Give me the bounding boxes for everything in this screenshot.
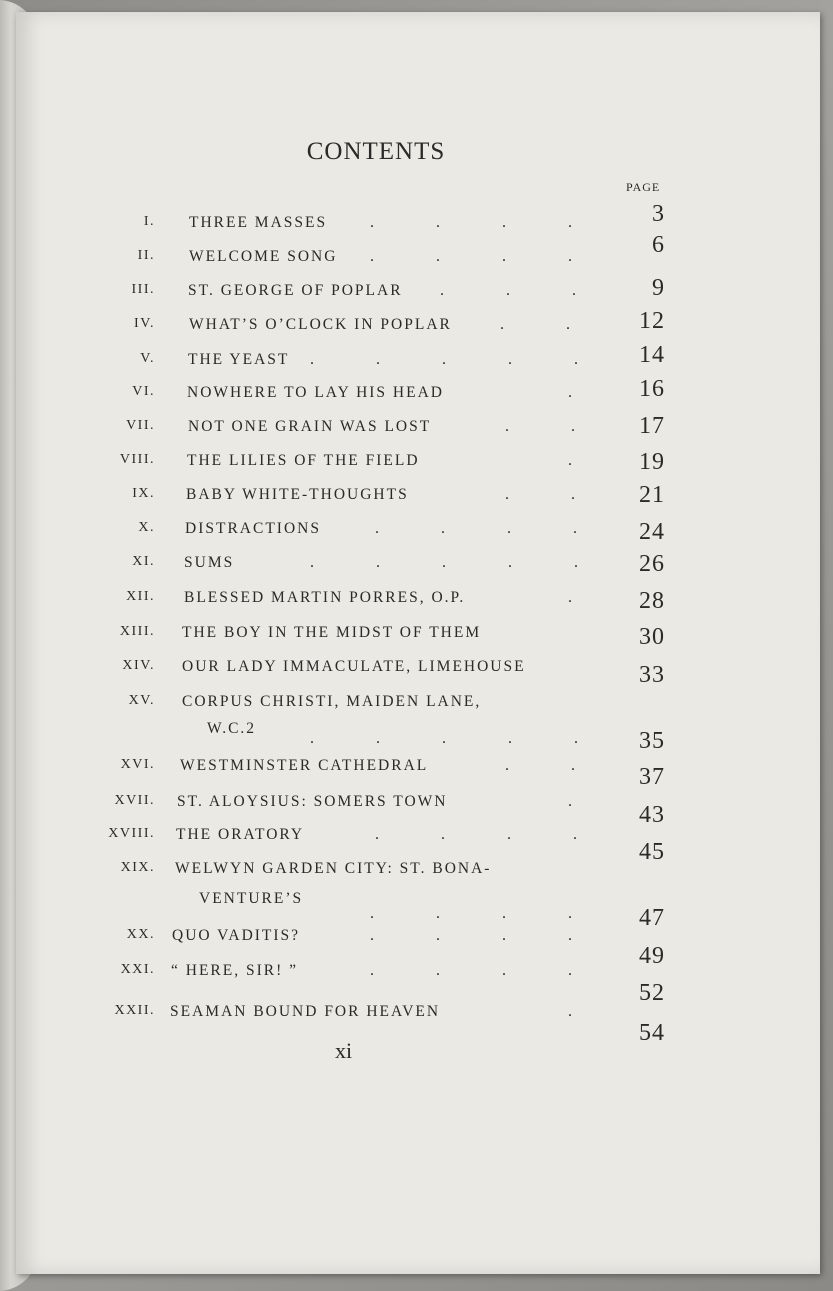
toc-entry [0, 308, 833, 356]
leader-dots: . . . . [370, 214, 579, 231]
chapter-number: IX. [132, 486, 155, 501]
chapter-title: WELCOME SONG [189, 248, 338, 265]
chapter-title: BLESSED MARTIN PORRES, O.P. [184, 589, 466, 606]
chapter-title: OUR LADY IMMACULATE, LIMEHOUSE [182, 658, 526, 675]
toc-entry [0, 693, 833, 754]
page-number: 16 [639, 376, 665, 402]
leader-dots: . . . . [375, 826, 584, 843]
chapter-number: IV. [134, 316, 155, 331]
chapter-number: XXII. [114, 1003, 155, 1018]
leader-dots: . [568, 452, 579, 469]
page-number: 12 [639, 308, 665, 334]
leader-dots: . . . . . [310, 554, 585, 571]
leader-dots: . . . . [370, 248, 579, 265]
toc-entry [0, 589, 833, 629]
page-number: 26 [639, 551, 665, 577]
chapter-title: SUMS [184, 554, 235, 571]
chapter-title: WESTMINSTER CATHEDRAL [180, 757, 429, 774]
chapter-title: SEAMAN BOUND FOR HEAVEN [170, 1003, 441, 1020]
leader-dots: . . . . [370, 905, 579, 922]
leader-dots: . [568, 1003, 579, 1020]
chapter-number: VI. [132, 384, 155, 399]
chapter-title: DISTRACTIONS [185, 520, 321, 537]
page-number: 54 [639, 1020, 665, 1046]
page-number: 35 [639, 728, 665, 754]
chapter-number: XX. [126, 927, 155, 942]
leader-dots: . . . . [375, 520, 584, 537]
leader-dots: . . . . . [310, 730, 585, 747]
page-number: 14 [639, 342, 665, 368]
chapter-number: XIV. [122, 658, 155, 673]
chapter-number: VII. [126, 418, 155, 433]
chapter-number: XXI. [120, 962, 155, 977]
chapter-title: WELWYN GARDEN CITY: ST. BONA- [175, 860, 492, 877]
chapter-title: THE ORATORY [176, 826, 305, 843]
chapter-title: “ HERE, SIR! ” [171, 962, 299, 979]
chapter-number: I. [143, 214, 155, 229]
leader-dots: . . . . [370, 927, 579, 944]
chapter-number: XVI. [120, 757, 155, 772]
page-number: 24 [639, 519, 665, 545]
chapter-number: II. [137, 248, 155, 263]
page-number: 47 [639, 905, 665, 931]
page-number: 3 [652, 201, 665, 227]
chapter-number: XII. [126, 589, 155, 604]
leader-dots: . [568, 793, 579, 810]
leader-dots: . . [505, 486, 582, 503]
page-number: 52 [639, 980, 665, 1006]
toc-entry [0, 551, 833, 594]
page-number: 43 [639, 802, 665, 828]
page-number: 33 [639, 662, 665, 688]
toc-entry [0, 757, 833, 797]
chapter-number: XI. [132, 554, 155, 569]
page-folio: xi [335, 1038, 353, 1063]
leader-dots: . . [505, 418, 582, 435]
page-number: 28 [639, 588, 665, 614]
chapter-number: XIX. [120, 860, 155, 875]
chapter-title: CORPUS CHRISTI, MAIDEN LANE, [182, 693, 482, 710]
chapter-title: QUO VADITIS? [172, 927, 301, 944]
chapter-number: XVIII. [108, 826, 155, 841]
chapter-title: ST. GEORGE OF POPLAR [188, 282, 403, 299]
page-number: 9 [652, 275, 665, 301]
page-number: 49 [639, 943, 665, 969]
leader-dots: . . . . [370, 962, 579, 979]
page-number: 37 [639, 764, 665, 790]
chapter-title-continued: VENTURE’S [199, 890, 304, 907]
contents-heading: CONTENTS [306, 138, 446, 165]
chapter-number: XV. [128, 693, 155, 708]
chapter-number: XIII. [119, 624, 155, 639]
chapter-title: ST. ALOYSIUS: SOMERS TOWN [177, 793, 448, 810]
page-column-label: PAGE [626, 180, 661, 194]
chapter-title: WHAT’S O’CLOCK IN POPLAR [189, 316, 452, 333]
toc-entry [0, 1003, 833, 1046]
leader-dots: . . [500, 316, 577, 333]
leader-dots: . . . [440, 282, 583, 299]
chapter-number: XVII. [114, 793, 155, 808]
chapter-number: III. [131, 282, 155, 297]
chapter-number: VIII. [119, 452, 155, 467]
leader-dots: . . . . . [310, 351, 585, 368]
chapter-number: V. [140, 351, 155, 366]
chapter-title: THE LILIES OF THE FIELD [187, 452, 420, 469]
chapter-title: NOT ONE GRAIN WAS LOST [188, 418, 432, 435]
page-number: 19 [639, 449, 665, 475]
toc-entry [0, 962, 833, 1006]
leader-dots: . [568, 589, 579, 606]
page-number: 45 [639, 839, 665, 865]
page-number: 30 [639, 624, 665, 650]
chapter-title: THE BOY IN THE MIDST OF THEM [182, 624, 482, 641]
chapter-title-continued: W.C.2 [207, 720, 257, 737]
toc-entry [0, 927, 833, 967]
toc-entry [0, 658, 833, 698]
chapter-title: THREE MASSES [189, 214, 328, 231]
chapter-title: NOWHERE TO LAY HIS HEAD [187, 384, 444, 401]
leader-dots: . . [505, 757, 582, 774]
page-number: 6 [652, 232, 665, 258]
chapter-title: THE YEAST [188, 351, 290, 368]
chapter-number: X. [138, 520, 155, 535]
chapter-title: BABY WHITE-THOUGHTS [186, 486, 409, 503]
page-number: 17 [639, 413, 665, 439]
leader-dots: . [568, 384, 579, 401]
page-number: 21 [639, 482, 665, 508]
toc-entry [0, 860, 833, 931]
